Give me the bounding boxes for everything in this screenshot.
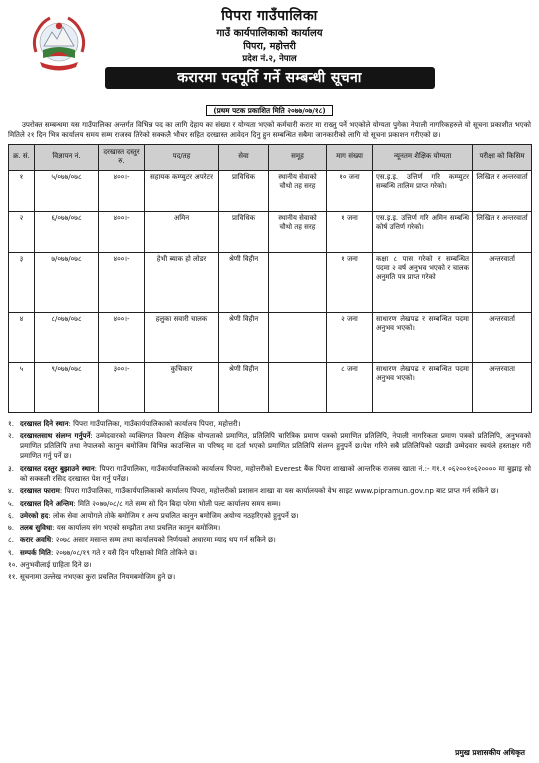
col-header: समूह	[269, 144, 327, 170]
cell-sn: २	[9, 211, 35, 252]
condition-label: दरखास्तसाथ संलग्न गर्नुपर्ने	[20, 430, 91, 440]
cell-qualification: साधारण लेखपढ र सम्बन्धित पदमा अनुभव भएको।	[373, 312, 473, 362]
condition-label: उमेरको हद	[20, 510, 49, 520]
condition-item	[8, 464, 531, 485]
condition-number: ८.	[8, 535, 14, 545]
col-header: सेवा	[219, 144, 269, 170]
cell-exam: अन्तरवार्ता	[473, 252, 532, 312]
cell-exam: अन्तरवाता	[473, 362, 532, 412]
vacancy-table	[8, 144, 532, 413]
condition-label: तलब सुविधा	[20, 523, 53, 533]
table-row	[9, 252, 532, 312]
cell-count: ८ जना	[327, 362, 373, 412]
condition-text: : २०७७/०८/१९ गते र यसै दिन परिक्षाको मिति तोकिने छ।	[50, 547, 198, 557]
cell-fee: ४००।-	[99, 211, 145, 252]
condition-text: : यस कार्यालय संग भएको सम्झौता तथा प्रचलित कानुन बमोजिम।	[52, 523, 221, 533]
signatory-title: प्रमुख प्रशासकीय अधिकृत	[455, 747, 525, 757]
cell-exam: लिखित र अन्तरवार्ता	[473, 211, 532, 252]
cell-group	[269, 312, 327, 362]
condition-item	[8, 560, 531, 570]
cell-qualification: एस.इ.इ. उत्तिर्ण गरि कम्प्युटर सम्बन्धि तालिम प्राप्त गरेको।	[373, 170, 473, 211]
condition-item	[8, 548, 531, 558]
cell-sn: ४	[9, 312, 35, 362]
condition-text: : पिपरा गाउँपालिका, गाउँकार्यपालिकाको कार्यालय पिपरा, महोत्तरी।	[68, 418, 241, 428]
cell-ad-number: ८/०७७/०७८	[35, 312, 99, 362]
cell-count: १० जना	[327, 170, 373, 211]
cell-post: हेभी ब्याक हो लोडर	[145, 252, 219, 312]
cell-sn: १	[9, 170, 35, 211]
table-row	[9, 211, 532, 252]
condition-item	[8, 511, 531, 521]
col-header: न्यूनतम शैक्षिक योग्यता	[373, 144, 473, 170]
condition-number: २.	[8, 430, 14, 440]
cell-count: १ जना	[327, 211, 373, 252]
condition-text: : पिपरा गाउँपालिका, गाउँकार्यपालिकाको कार्यालय पिपरा, महोत्तरीको Everest बैंक पिपरा शाखाको आन्तरिक राजस्व खाता नं.:- ग१.१ ०६२००१०६२०००० मा बुझाइ सो को सक्कली रसिद दरखास्त पेश गर्नु पर्नेछ।	[20, 463, 531, 483]
cell-fee: ४००।-	[99, 252, 145, 312]
header	[8, 8, 531, 102]
condition-number: १०.	[8, 559, 18, 569]
condition-text: : २०७८ असार मसान्त सम्म तथा कार्यालयको निर्णयको अधारमा म्याद थप गर्न सकिने छ।	[51, 535, 276, 545]
cell-group	[269, 362, 327, 412]
condition-label: दरखास्त दस्तुर बुझाउने स्थान	[20, 463, 95, 473]
cell-sn: ३	[9, 252, 35, 312]
cell-service: प्राविधिक	[219, 211, 269, 252]
cell-ad-number: ९/०७७/०७८	[35, 362, 99, 412]
condition-text: : मिति २०७७/०८/८ गते सम्म सो दिन बिदा परेमा भोली पल्ट कार्यालय समय सम्म।	[73, 498, 281, 508]
cell-exam: अन्तरवार्ता	[473, 312, 532, 362]
cell-count: १ जना	[327, 252, 373, 312]
cell-post: अमिन	[145, 211, 219, 252]
col-header: विज्ञापन नं.	[35, 144, 99, 170]
municipality-name: पिपरा गाउँपालिका	[221, 8, 318, 24]
condition-number: ५.	[8, 498, 14, 508]
table-row	[9, 362, 532, 412]
cell-qualification: कक्षा ८ पास गरेको र सम्बन्धित पदमा २ वर्ष अनुभव भएको र चालक अनुमति पत्र प्राप्त गरेको	[373, 252, 473, 312]
cell-service: श्रेणी विहीन	[219, 312, 269, 362]
table-row	[9, 170, 532, 211]
condition-text: : लोक सेवा आयोगले तोके बमोजिम र अन्य प्रचलित कानुन बमोजिम अयोग्य नठहरिएको हुनुपर्ने छ।	[48, 510, 299, 520]
condition-text: सूचनामा उल्लेख नभएका कुरा प्रचलित नियमबमोजिम हुने छ।	[20, 572, 176, 582]
condition-item	[8, 486, 531, 496]
cell-service: श्रेणी विहीन	[219, 362, 269, 412]
cell-post: सहायक कम्प्युटर अपरेटर	[145, 170, 219, 211]
col-header: माग संख्या	[327, 144, 373, 170]
condition-item	[8, 499, 531, 509]
cell-post: कुचिकार	[145, 362, 219, 412]
cell-count: २ जना	[327, 312, 373, 362]
col-header: दरखास्त दस्तुर रु.	[99, 144, 145, 170]
table-header-row	[9, 144, 532, 170]
intro-paragraph: उपरोक्त सम्बन्धमा यस गाउँपालिका अन्तर्गत विभिन्न पद का लागि देहाय का संख्या र योग्यता भएको कर्मचारी करार मा राख्नु पर्ने भएकोले योग्यता पुगेका नेपाली नागरिकहरुले यो सूचना प्रकाशीत भएको मितिले २१ दिन भित्र कार्यालय समय सम्म राजस्व तिरेको सक्कलै भौचर सहित दरखास्त आवेदन दिनु हुन सम्बन्धित सबैमा जानकारीको लागि यो सूचना प्रकाशन गरीएको छ।	[8, 120, 531, 139]
cell-ad-number: ६/०७७/०७८	[35, 211, 99, 252]
conditions-list	[8, 419, 531, 583]
condition-item	[8, 523, 531, 533]
cell-fee: ३००।-	[99, 362, 145, 412]
condition-number: ६.	[8, 510, 14, 520]
condition-number: ३.	[8, 463, 14, 473]
condition-item	[8, 431, 531, 462]
cell-qualification: साधारण लेखपढ र सम्बन्धित पदमा अनुभव भएको।	[373, 362, 473, 412]
col-header: पद/तह	[145, 144, 219, 170]
nepal-emblem-icon	[28, 12, 90, 74]
office-name: गाउँ कार्यपालिकाको कार्यालय	[216, 27, 323, 39]
cell-group	[269, 252, 327, 312]
cell-sn: ५	[9, 362, 35, 412]
condition-item	[8, 572, 531, 582]
office-address: पिपरा, महोत्तरी	[243, 41, 296, 52]
condition-item	[8, 535, 531, 545]
cell-post: हलुका सवारी चालक	[145, 312, 219, 362]
condition-item	[8, 419, 531, 429]
condition-number: ९.	[8, 547, 14, 557]
cell-fee: ४००।-	[99, 170, 145, 211]
cell-group: स्थानीय सेवाको चौथो तह सरह	[269, 170, 327, 211]
condition-number: ४.	[8, 486, 14, 496]
cell-qualification: एस.इ.इ. उत्तिर्ण गरि अमिन सम्बन्धि कोर्ष उत्तिर्ण गरेको।	[373, 211, 473, 252]
condition-number: १.	[8, 418, 14, 428]
condition-number: ११.	[8, 572, 18, 582]
table-row	[9, 312, 532, 362]
condition-number: ७.	[8, 523, 14, 533]
condition-text: : पिपरा गाउँपालिका, गाउँकार्यपालिकाको कार्यालय पिपरा, महोत्तरीको प्रशासन शाखा वा यस कार्यालयको वेभ साइट www.pipramun.gov.np बाट प्राप्त गर्न सकिने छ।	[59, 486, 499, 496]
publication-date	[8, 105, 531, 116]
condition-label: दरखास्त फाराम	[20, 486, 60, 496]
condition-label: सम्पर्क मिति	[20, 547, 51, 557]
cell-group: स्थानीय सेवाको चौथो तह सरह	[269, 211, 327, 252]
condition-label: करार अवधि	[20, 535, 52, 545]
cell-service: श्रेणी विहीन	[219, 252, 269, 312]
condition-text: : उम्मेदवारको व्यक्तिगत विवरण शैक्षिक योग्यताको प्रमाणित, प्रतिलिपि चारित्रिक प्रमाण पत्रको प्रमाणित प्रतिलिपि, नेपाली नागरिकता प्रमाण पत्रको प्रतिलिपि, अनुभवको प्रमाणित प्रतिलिपि तथा नेपालको कानुन बमोजिम विभिन्न काउन्सिल वा परिषद् मा दर्ता भएको प्रमाणित प्रतिलिपि संलग्न हुनुपर्ने छ।पेश गरिने सबै प्रतिलिपिको पछाडी उम्मेदवार स्वयंले हस्ताक्षर गरी प्रमाणित गर्नु पर्ने छ।	[20, 430, 531, 461]
condition-label: दरखास्त दिने अन्तिम	[20, 498, 74, 508]
col-header: क्र. सं.	[9, 144, 35, 170]
cell-service: प्राविधिक	[219, 170, 269, 211]
col-header: परीक्षा को किसिम	[473, 144, 532, 170]
notice-title: करारमा पदपूर्ति गर्ने सम्बन्धी सूचना	[105, 67, 435, 89]
condition-label: दरखास्त दिने स्थान	[20, 418, 69, 428]
province-line: प्रदेश नं.२, नेपाल	[242, 53, 297, 64]
cell-fee: ४००।-	[99, 312, 145, 362]
cell-ad-number: ७/०७७/०७८	[35, 252, 99, 312]
cell-ad-number: ५/०७७/०७८	[35, 170, 99, 211]
cell-exam: लिखित र अन्तरवार्ता	[473, 170, 532, 211]
condition-text: अनुभवीलाई ग्राहिता दिने छ।	[20, 559, 92, 569]
publication-date-text: (प्रथम पटक प्रकाशित मिति २०७७/०७/१८)	[206, 105, 332, 116]
